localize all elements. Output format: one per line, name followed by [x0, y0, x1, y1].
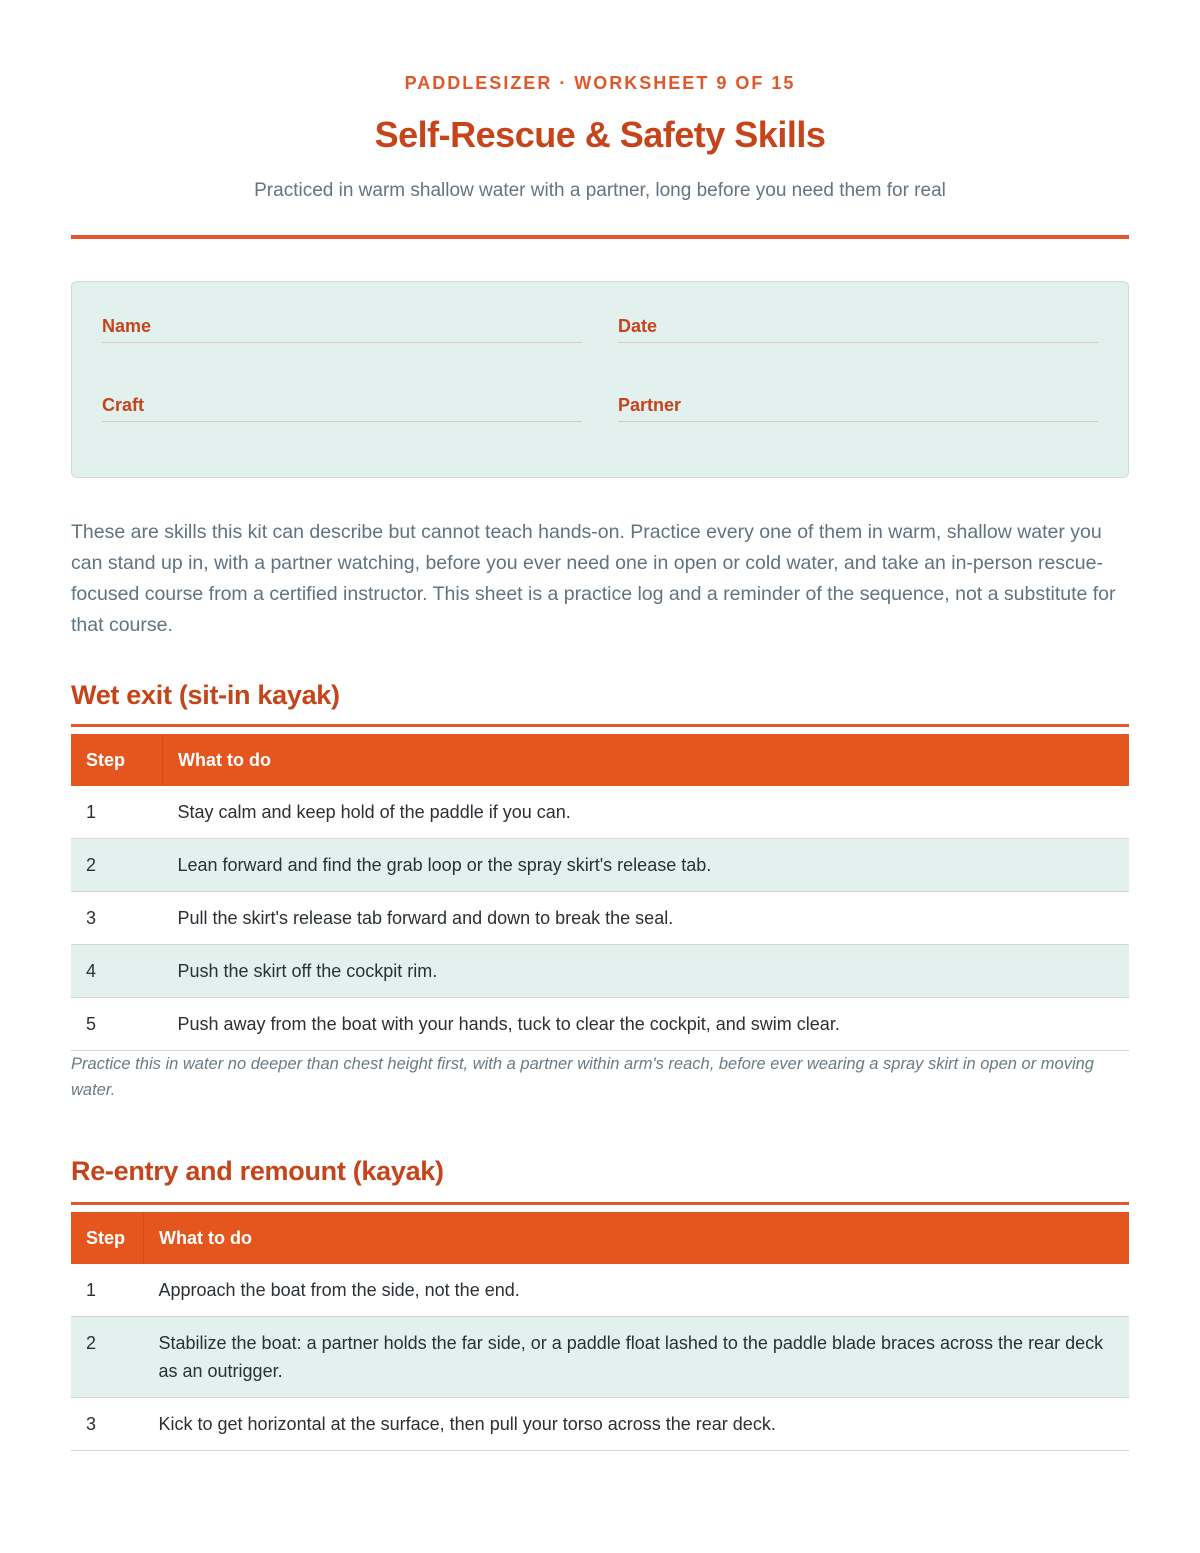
- re-entry-table: [71, 1212, 1129, 1451]
- step-text: Pull the skirt's release tab forward and down to break the seal.: [163, 892, 1130, 945]
- step-text: Lean forward and find the grab loop or the spray skirt's release tab.: [163, 839, 1130, 892]
- step-text: Stabilize the boat: a partner holds the far side, or a paddle float lashed to the paddle blade braces across the rear deck as an outrigger.: [144, 1317, 1130, 1398]
- table-row: [71, 998, 1129, 1051]
- table-row: [71, 786, 1129, 839]
- step-text: Push the skirt off the cockpit rim.: [163, 945, 1130, 998]
- date-field[interactable]: [618, 282, 1098, 343]
- intro-paragraph: These are skills this kit can describe but cannot teach hands-on. Practice every one of them in warm, shallow water you can stand up in, with a partner watching, before you ever need one in open or cold water, and take an in-person rescue-focused course from a certified instructor. This sheet is a practice log and a reminder of the sequence, not a substitute for that course.: [71, 521, 1116, 636]
- step-number: 1: [71, 1264, 144, 1317]
- craft-label: Craft: [102, 395, 145, 415]
- column-header-step: Step: [71, 734, 163, 786]
- section-title-re-entry: Re-entry and remount (kayak): [71, 1156, 444, 1186]
- header-divider: [71, 235, 1129, 239]
- wet-exit-note: Practice this in water no deeper than chest height first, with a partner within arm's reach, before ever wearing a spray skirt in open or moving water.: [71, 1055, 1094, 1099]
- partner-field[interactable]: [618, 361, 1098, 422]
- info-form: [71, 281, 1129, 478]
- wet-exit-table: [71, 734, 1129, 1051]
- step-number: 2: [71, 839, 163, 892]
- table-header-row: [71, 734, 1129, 786]
- page-subtitle: Practiced in warm shallow water with a partner, long before you need them for real: [254, 180, 946, 201]
- craft-field[interactable]: [102, 361, 582, 422]
- column-header-what: What to do: [144, 1212, 1130, 1264]
- table-row: [71, 1398, 1129, 1451]
- table-row: [71, 1264, 1129, 1317]
- step-text: Kick to get horizontal at the surface, then pull your torso across the rear deck.: [144, 1398, 1130, 1451]
- step-number: 5: [71, 998, 163, 1051]
- worksheet-eyebrow: PADDLESIZER · WORKSHEET 9 OF 15: [404, 73, 796, 93]
- column-header-what: What to do: [163, 734, 1130, 786]
- step-number: 3: [71, 1398, 144, 1451]
- step-number: 4: [71, 945, 163, 998]
- step-text: Push away from the boat with your hands, tuck to clear the cockpit, and swim clear.: [163, 998, 1130, 1051]
- name-field[interactable]: [102, 282, 582, 343]
- column-header-step: Step: [71, 1212, 144, 1264]
- step-text: Approach the boat from the side, not the end.: [144, 1264, 1130, 1317]
- partner-label: Partner: [618, 395, 682, 415]
- table-row: [71, 1317, 1129, 1398]
- step-number: 3: [71, 892, 163, 945]
- date-label: Date: [618, 316, 658, 336]
- section-divider: [71, 1202, 1129, 1205]
- section-divider: [71, 724, 1129, 727]
- step-number: 1: [71, 786, 163, 839]
- page-title: Self-Rescue & Safety Skills: [374, 114, 826, 155]
- table-row: [71, 839, 1129, 892]
- step-number: 2: [71, 1317, 144, 1398]
- table-row: [71, 945, 1129, 998]
- table-row: [71, 892, 1129, 945]
- table-header-row: [71, 1212, 1129, 1264]
- name-label: Name: [102, 316, 152, 336]
- step-text: Stay calm and keep hold of the paddle if you can.: [163, 786, 1130, 839]
- section-title-wet-exit: Wet exit (sit-in kayak): [71, 680, 340, 710]
